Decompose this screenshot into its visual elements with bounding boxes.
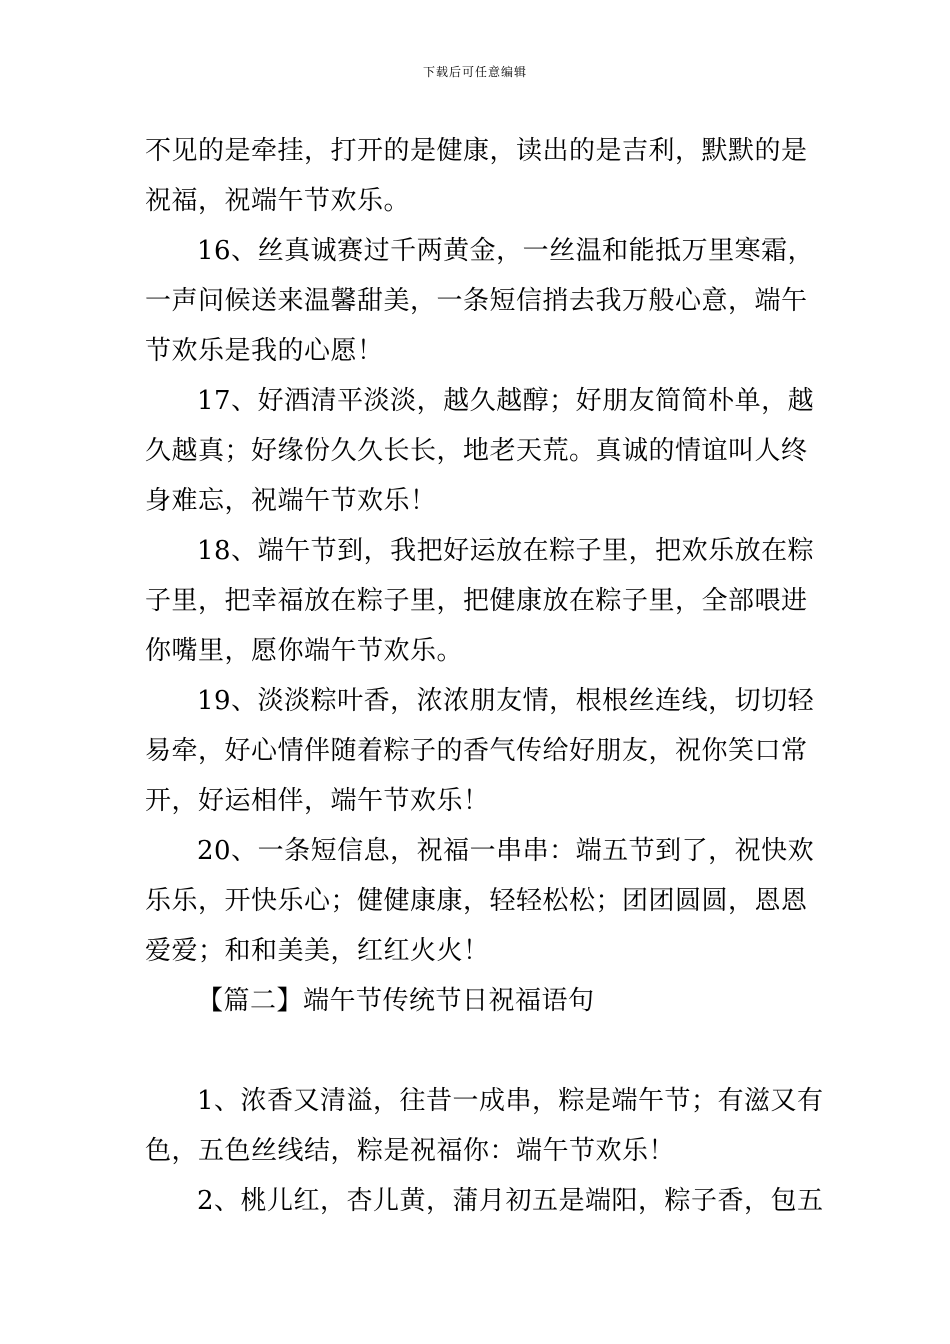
text-line: 16、丝真诚赛过千两黄金，一丝温和能抵万里寒霜， [197, 236, 815, 266]
text-line: 乐乐，开快乐心；健健康康，轻轻松松；团团圆圆，恩恩 [145, 886, 808, 916]
text-line: 身难忘，祝端午节欢乐！ [145, 486, 437, 516]
text-line: 18、端午节到，我把好运放在粽子里，把欢乐放在粽 [197, 536, 815, 566]
text-line: 子里，把幸福放在粽子里，把健康放在粽子里，全部喂进 [145, 586, 808, 616]
text-line: 你嘴里，愿你端午节欢乐。 [145, 636, 464, 666]
document-body [145, 126, 824, 1226]
text-line: 爱爱；和和美美，红红火火！ [145, 936, 490, 966]
text-line: 一声问候送来温馨甜美，一条短信捎去我万般心意，端午 [145, 286, 808, 316]
text-line: 祝福，祝端午节欢乐。 [145, 186, 411, 216]
text-line: 久越真；好缘份久久长长，地老天荒。真诚的情谊叫人终 [145, 436, 808, 466]
text-line: 开，好运相伴，端午节欢乐！ [145, 786, 490, 816]
text-line: 易牵，好心情伴随着粽子的香气传给好朋友，祝你笑口常 [145, 736, 808, 766]
text-line: 色，五色丝线结，粽是祝福你：端午节欢乐！ [145, 1136, 676, 1166]
text-line: 17、好酒清平淡淡，越久越醇；好朋友简简朴单，越 [197, 386, 815, 416]
text-line: 不见的是牵挂，打开的是健康，读出的是吉利，默默的是 [145, 136, 808, 166]
text-line: 节欢乐是我的心愿！ [145, 336, 384, 366]
blank-line [145, 1026, 807, 1076]
text-line: 20、一条短信息，祝福一串串：端五节到了，祝快欢 [197, 836, 815, 866]
text-line: 19、淡淡粽叶香，浓浓朋友情，根根丝连线，切切轻 [197, 686, 815, 716]
text-line: 1、浓香又清溢，往昔一成串，粽是端午节；有滋又有 [197, 1086, 824, 1116]
section-heading: 【篇二】端午节传统节日祝福语句 [197, 986, 595, 1016]
text-line: 2、桃儿红，杏儿黄，蒲月初五是端阳，粽子香，包五 [197, 1186, 824, 1216]
page-header: 下载后可任意编辑 [422, 65, 527, 79]
